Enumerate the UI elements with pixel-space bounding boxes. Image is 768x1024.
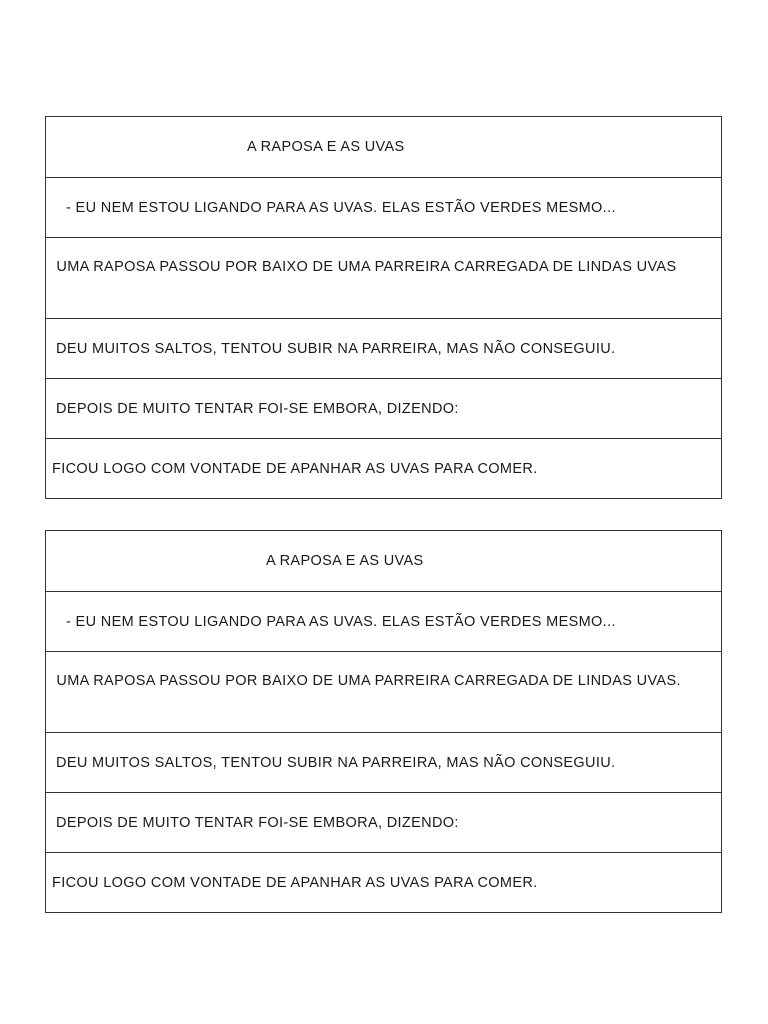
- story-line: - EU NEM ESTOU LIGANDO PARA AS UVAS. ELAS ESTÃO VERDES MESMO...: [66, 199, 616, 216]
- story-line: UMA RAPOSA PASSOU POR BAIXO DE UMA PARREIRA CARREGADA DE LINDAS UVAS.: [52, 673, 681, 689]
- story-line-row: [46, 318, 721, 378]
- story-line-row: [46, 852, 721, 912]
- story-card-2: [45, 530, 722, 913]
- story-line-row: [46, 732, 721, 792]
- story-line: FICOU LOGO COM VONTADE DE APANHAR AS UVAS PARA COMER.: [52, 460, 538, 477]
- story-line-row: [46, 651, 721, 732]
- story-card-1: [45, 116, 722, 499]
- story-line: DEU MUITOS SALTOS, TENTOU SUBIR NA PARREIRA, MAS NÃO CONSEGUIU.: [56, 340, 616, 357]
- story-line-row: [46, 438, 721, 498]
- story-line-row: [46, 792, 721, 852]
- story-line-row: [46, 177, 721, 237]
- story-line: - EU NEM ESTOU LIGANDO PARA AS UVAS. ELAS ESTÃO VERDES MESMO...: [66, 613, 616, 630]
- story-line: DEU MUITOS SALTOS, TENTOU SUBIR NA PARREIRA, MAS NÃO CONSEGUIU.: [56, 754, 616, 771]
- story-title-row: [46, 531, 721, 591]
- story-line: DEPOIS DE MUITO TENTAR FOI-SE EMBORA, DIZENDO:: [56, 400, 459, 417]
- story-line: FICOU LOGO COM VONTADE DE APANHAR AS UVAS PARA COMER.: [52, 874, 538, 891]
- story-title: A RAPOSA E AS UVAS: [247, 139, 405, 155]
- story-line-row: [46, 591, 721, 651]
- story-line-row: [46, 378, 721, 438]
- story-title: A RAPOSA E AS UVAS: [266, 553, 424, 569]
- story-title-row: [46, 117, 721, 177]
- story-line-row: [46, 237, 721, 318]
- story-line: DEPOIS DE MUITO TENTAR FOI-SE EMBORA, DIZENDO:: [56, 814, 459, 831]
- story-line: UMA RAPOSA PASSOU POR BAIXO DE UMA PARREIRA CARREGADA DE LINDAS UVAS: [52, 259, 677, 275]
